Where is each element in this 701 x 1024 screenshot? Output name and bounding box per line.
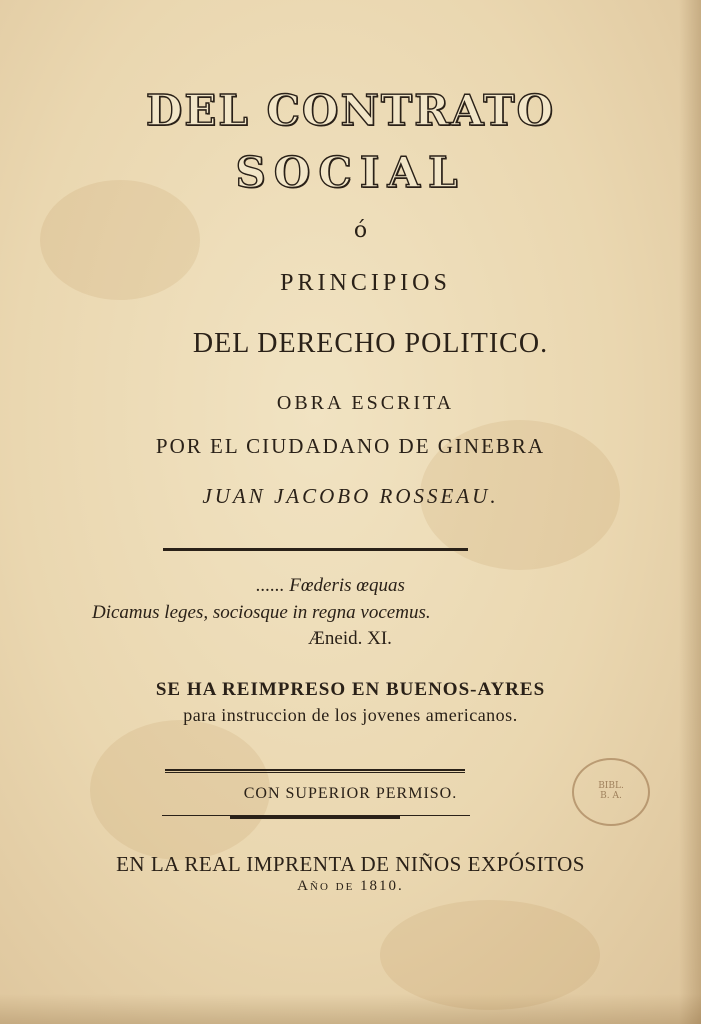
epigraph-source: Æneid. XI. [308,628,392,649]
divider-rule [163,548,468,551]
epigraph-line-2: Dicamus leges, sociosque in regna vocemus. [92,602,431,623]
divider-rule [230,816,400,819]
epigraph-line-1: ...... Fœderis œquas [256,575,405,596]
divider-rule [165,769,465,771]
title-line-2: SOCIAL [235,148,466,197]
page-edge-shadow [0,994,701,1024]
divider-rule [165,772,465,773]
author-intro-1: OBRA ESCRITA [276,392,455,414]
reprint-line-1: SE HA REIMPRESO EN BUENOS-AYRES [155,679,546,700]
title-line-1: DEL CONTRATO [145,86,556,135]
library-stamp [572,758,650,826]
subtitle-line-2: DEL DERECHO POLITICO. [192,328,549,359]
subtitle-line-1: PRINCIPIOS [280,270,451,296]
author-intro-2: POR EL CIUDADANO DE GINEBRA [155,434,546,458]
imprint-year: Año de 1810. [297,878,404,894]
imprint-printer: EN LA REAL IMPRENTA DE NIÑOS EXPÓSITOS [116,852,585,876]
permission-note: CON SUPERIOR PERMISO. [243,785,458,802]
reprint-line-2: para instruccion de los jovenes americanos. [183,705,518,725]
author-name: JUAN JACOBO ROSSEAU. [202,484,499,508]
title-conjunction: ó [353,218,368,243]
stamp-text: B. A. [600,791,622,801]
stamp-text: BIBL. [598,781,624,792]
